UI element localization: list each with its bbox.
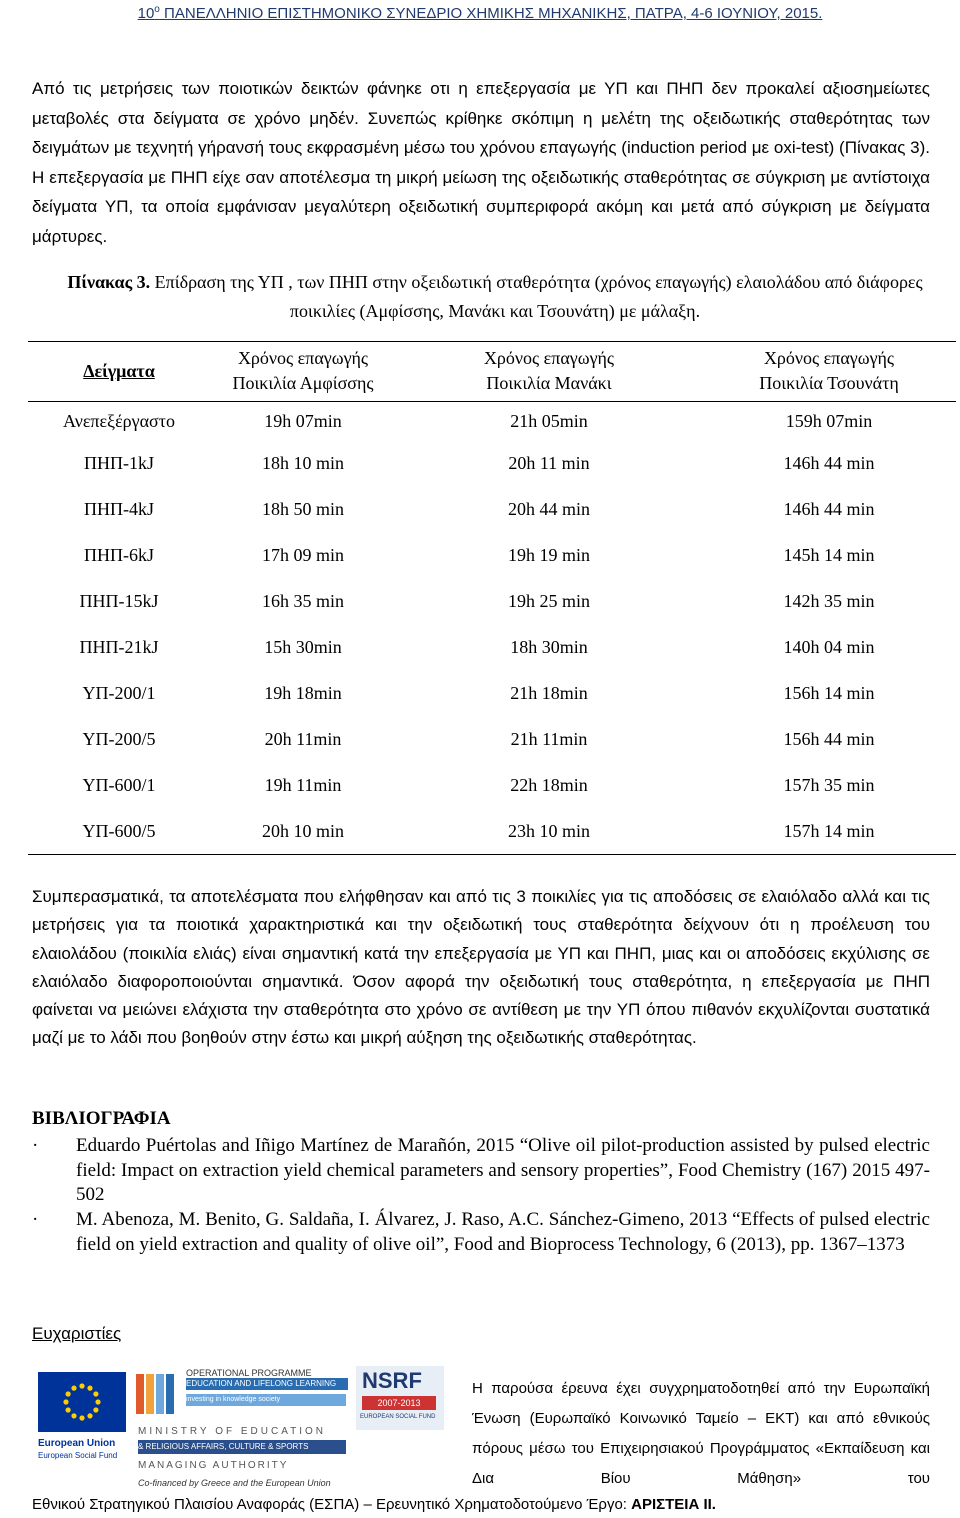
op-line: OPERATIONAL PROGRAMME [186,1368,312,1378]
op-line: MINISTRY OF EDUCATION [138,1426,327,1437]
cell-sample: ΠΗΠ-1kJ [84,452,154,473]
cell-tsounati: 146h 44 min [783,452,875,473]
cell-tsounati: 145h 14 min [783,544,875,565]
table-row [28,808,956,855]
cell-tsounati: 146h 44 min [783,498,875,519]
esf-label: European Social Fund [38,1451,118,1460]
bibliography-title: ΒΙΒΛΙΟΓΡΑΦΙΑ [32,1108,171,1129]
nsrf-title: NSRF [362,1368,422,1393]
cell-manaki: 21h 18min [510,682,588,703]
table-caption-label: Πίνακας 3. [67,272,151,292]
conference-header-link[interactable]: $10^o$ ΠΑΝΕΛΛΗΝΙΟ ΕΠΙΣΤΗΜΟΝΙΚΟ ΣΥΝΕΔΡΙΟ ΧΗΜΙΚΗΣ ΜΗΧΑΝΙΚΗΣ, ΠΑΤΡΑ, 4-6 ΙΟΥΝΙΟΥ, 2015. [137,4,823,22]
cell-sample: Ανεπεξέργαστο [63,410,175,431]
op-line: investing in knowledge society [186,1394,346,1406]
table-row [28,762,956,808]
nsrf-fund: EUROPEAN SOCIAL FUND [360,1414,436,1420]
header-manaki: Χρόνος επαγωγής Ποικιλία Μανάκι [483,348,615,393]
op-line: & RELIGIOUS AFFAIRS, CULTURE & SPORTS [138,1440,346,1454]
op-line: EDUCATION AND LIFELONG LEARNING [186,1378,348,1390]
cell-manaki: 20h 44 min [507,498,590,519]
cell-sample: ΥΠ-600/1 [82,774,156,795]
cell-tsounati: 140h 04 min [783,636,875,657]
project-name: ΑΡΙΣΤΕΙΑ II. [631,1496,716,1513]
cell-sample: ΥΠ-200/5 [82,728,156,749]
cell-sample: ΥΠ-200/1 [82,682,156,703]
cell-amfissis: 20h 11min [264,728,342,749]
cell-manaki: 19h 19 min [507,544,590,565]
operational-programme-logo [136,1368,348,1492]
table-row [28,486,956,532]
cell-manaki: 20h 11 min [508,452,590,473]
cell-sample: ΠΗΠ-6kJ [84,544,154,565]
cell-manaki: 23h 10 min [507,820,590,841]
cell-amfissis: 16h 35 min [261,590,344,611]
cell-tsounati: 157h 35 min [783,774,875,795]
table-caption [60,268,930,326]
cell-amfissis: 19h 18min [264,682,342,703]
cell-tsounati: 156h 14 min [783,682,875,703]
table-row [28,440,956,486]
cell-tsounati: 156h 44 min [783,728,875,749]
cell-manaki: 22h 18min [510,774,588,795]
cell-manaki: 19h 25 min [507,590,590,611]
cell-manaki: 21h 11min [510,728,588,749]
table-row [28,624,956,670]
reference-text: M. Abenoza, M. Benito, G. Saldaña, I. Álvarez, J. Raso, A.C. Sánchez-Gimeno, 2013 “Effects of pulsed electric field on yield extraction and quality of olive oil”, Food and Bioprocess Technology, 6 (2013), pp. 1367–1373 [76,1209,930,1255]
cell-sample: ΠΗΠ-15kJ [79,590,159,611]
acknowledgement-text: Η παρούσα έρευνα έχει συγχρηματοδοτηθεί από την Ευρωπαϊκή Ένωση (Ευρωπαϊκό Κοινωνικό Ταμείο – ΕΚΤ) και από εθνικούς πόρους μέσω του Επιχειρησιακού Προγράμματος «Εκπαίδευση και Δια Βίου Μάθηση» του [472,1380,930,1487]
eu-flag-logo [38,1372,126,1432]
reference-item [32,1208,930,1257]
funding-logos [38,1366,458,1496]
table-row [28,716,956,762]
paragraph-conclusions: Συμπερασματικά, τα αποτελέσματα που ελήφθησαν και από τις 3 ποικιλίες για τις αποδόσεις σε ελαιόλαδο αλλά και τις μετρήσεις για τα ποιοτικά χαρακτηριστικά και την οξειδωτική τους σταθερότητα δείχνουν ότι η προέλευση του ελαιολάδου (ποικιλία ελιάς) είναι σημαντική κατά την επεξεργασία με ΥΠ και ΠΗΠ, μιας και οι αποδόσεις εκχύλισης σε ελαιόλαδο διαφοροποιούνται σημαντικά. Όσον αφορά την οξειδωτική τους σταθερότητα, η επεξεργασία με ΠΗΠ φαίνεται να μειώνει ελάχιστα την σταθερότητα στο χρόνο σε αντίθεση με την ΥΠ όπου πιθανόν εκχυλίζονται συστατικά μαζί με το λάδι που βοηθούν στην έστω και μικρή αύξηση της οξειδωτικής σταθερότητας. [32,887,930,1048]
op-line: Co-financed by Greece and the European Union [138,1478,331,1488]
cell-amfissis: 20h 10 min [261,820,344,841]
table-row [28,402,956,441]
eu-label: European Union [38,1438,116,1449]
cell-amfissis: 18h 50 min [261,498,344,519]
table-header-row [28,342,956,402]
cell-sample: ΠΗΠ-21kJ [79,636,159,657]
nsrf-years: 2007-2013 [362,1396,436,1410]
table-row [28,532,956,578]
cell-amfissis: 15h 30min [264,636,342,657]
op-stripes-icon [136,1374,180,1414]
cell-tsounati: 157h 14 min [783,820,875,841]
nsrf-logo [356,1366,444,1430]
table-row [28,670,956,716]
cell-amfissis: 17h 09 min [261,544,344,565]
cell-manaki: 18h 30min [510,636,588,657]
induction-time-table [28,341,956,855]
cell-manaki: 21h 05min [510,410,588,431]
cell-sample: ΥΠ-600/5 [82,820,156,841]
cell-amfissis: 18h 10 min [261,452,344,473]
cell-amfissis: 19h 11min [264,774,342,795]
cell-tsounati: 159h 07min [785,410,873,431]
reference-text: Eduardo Puértolas and Iñigo Martínez de Marañón, 2015 “Olive oil pilot-production assisted by pulsed electric field: Impact on extraction yield chemical parameters and sensory properties”, Food Chemistry (167) 2015 497-502 [76,1135,930,1205]
acknowledgements-heading: Ευχαριστίες [32,1324,122,1343]
cell-amfissis: 19h 07min [264,410,342,431]
header-amfissis: Χρόνος επαγωγής Ποικιλία Αμφίσσης [232,348,374,393]
table-row [28,578,956,624]
acknowledgement-last-line: Εθνικού Στρατηγικού Πλαισίου Αναφοράς (ΕΣΠΑ) – Ερευνητικό Χρηματοδοτούμενο Έργο: ΑΡΙΣΤΕΙΑ II. [32,1496,716,1513]
paragraph-oxidative-stability: Από τις μετρήσεις των ποιοτικών δεικτών φάνηκε οτι η επεξεργασία με ΥΠ και ΠΗΠ δεν προκαλεί αξιοσημείωτες μεταβολές στα δείγματα σε χρόνο μηδέν. Συνεπώς κρίθηκε σκόπιμη η μελέτη της οξειδωτικής σταθερότητας των δειγμάτων με τεχνητή γήρανσή τους εκφρασμένη μέσω του χρόνου επαγωγής (induction period με oxi-test) (Πίνακας 3). Η επεξεργασία με ΠΗΠ είχε σαν αποτέλεσμα τη μικρή μείωση της οξειδωτικής σταθερότητας σε σύγκριση με αντίστοιχα δείγματα ΥΠ, τα οποία εμφάνισαν μεγαλύτερη οξειδωτική συμπεριφορά ακόμη και μετά από σύγκριση με δείγματα μάρτυρες. [32,79,930,246]
page-header [0,0,960,24]
table-caption-text: Επίδραση της ΥΠ , των ΠΗΠ στην οξειδωτική σταθερότητα (χρόνος επαγωγής) ελαιολάδου από διάφορες ποικιλίες (Αμφίσσης, Μανάκι και Τσουνάτη) με μάλαξη. [150,272,923,321]
cell-sample: ΠΗΠ-4kJ [84,498,154,519]
bullet: · [32,1135,39,1156]
bullet: · [32,1209,39,1230]
op-line: MANAGING AUTHORITY [138,1460,289,1471]
cell-tsounati: 142h 35 min [783,590,875,611]
reference-item [32,1134,930,1208]
header-samples: Δείγματα [83,360,155,381]
header-tsounati: Χρόνος επαγωγής Ποικιλία Τσουνάτη [759,348,899,393]
